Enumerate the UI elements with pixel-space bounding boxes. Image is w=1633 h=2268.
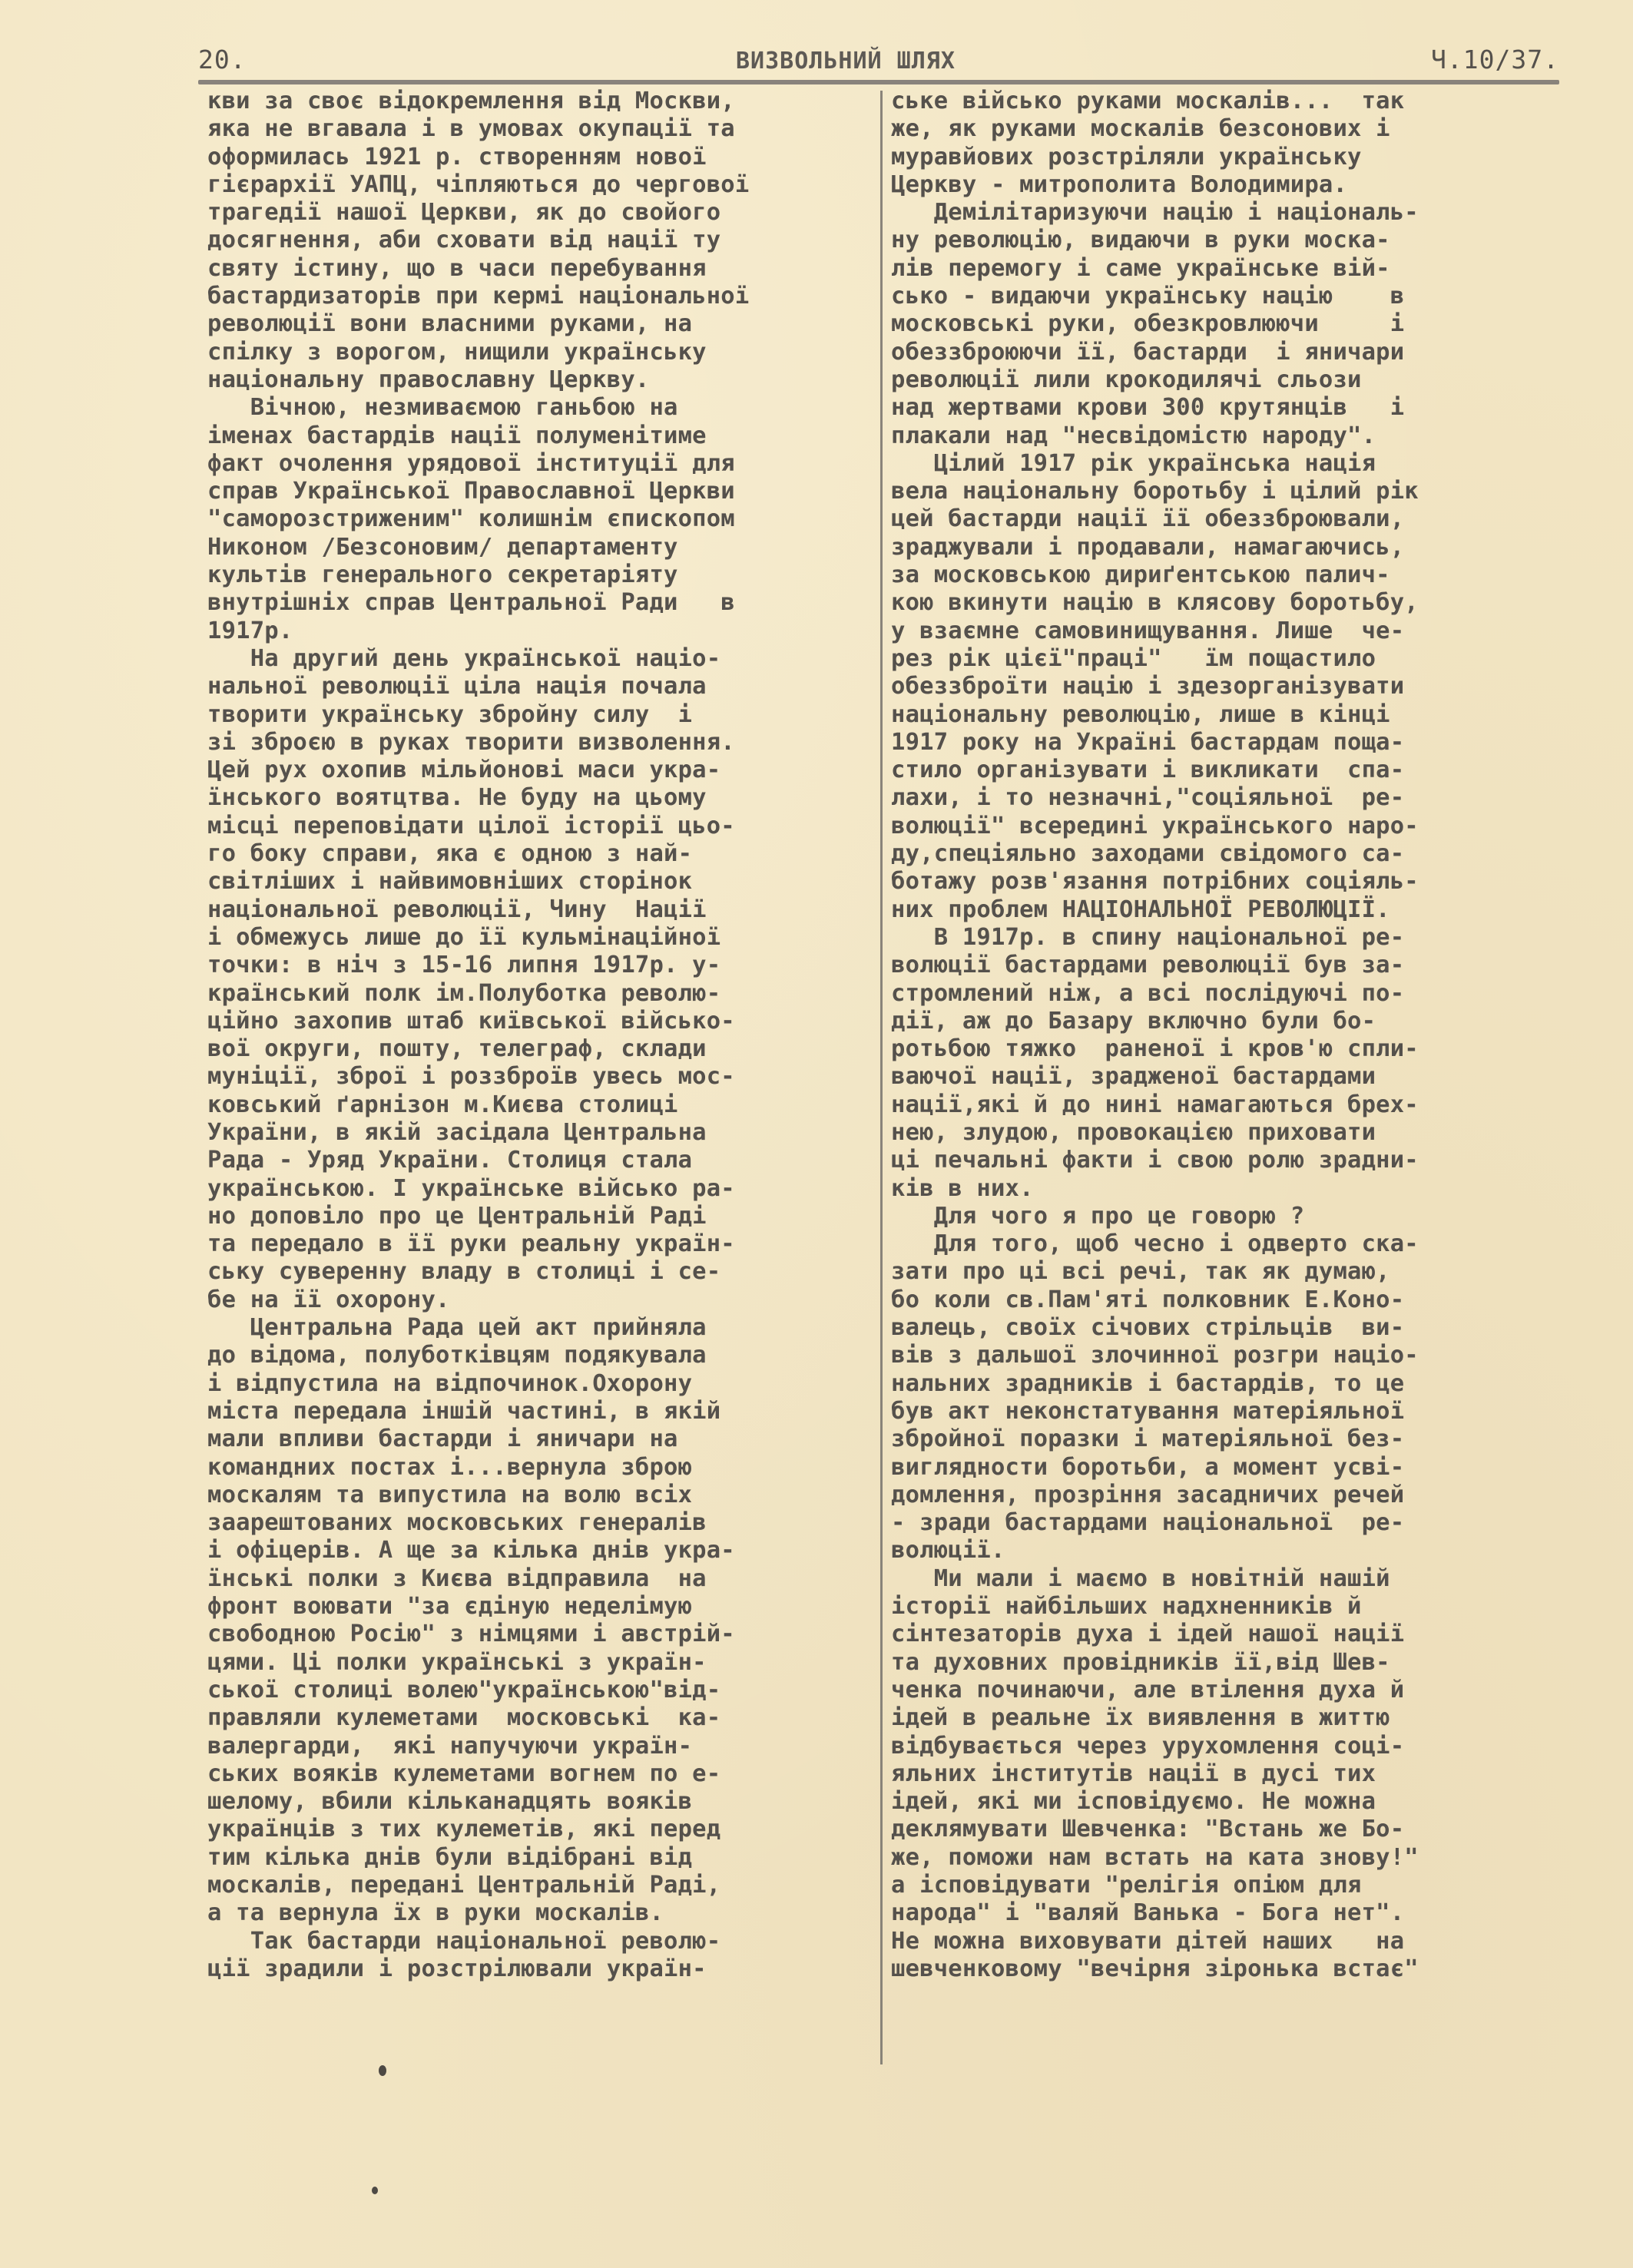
text-line: волюції бастардами революції був за- (891, 952, 1405, 979)
text-line: яка не вгавала і в умовах окупації та (207, 115, 735, 143)
header-rule (198, 80, 1559, 84)
text-line: над жертвами крови 300 крутянців і (891, 394, 1405, 422)
text-line: яльних інститутів нації в дусі тих (891, 1760, 1376, 1787)
text-line: валергарди, які напучуючи україн- (207, 1732, 693, 1760)
text-line: На другий день української націо- (207, 644, 721, 672)
text-line: шевченковому "вечірня зіронька встає" (891, 1955, 1419, 1982)
text-line: командних постах і...вернула зброю (207, 1453, 693, 1481)
ink-spot (379, 2065, 386, 2076)
text-line: справ Української Православної Церкви (207, 478, 735, 505)
text-line: місці переповідати цілої історії цьо- (207, 812, 735, 839)
text-line: вої округи, пошту, телеграф, склади (207, 1035, 707, 1063)
text-line: Так бастарди національної револю- (207, 1927, 721, 1955)
text-line: Для чого я про це говорю ? (891, 1202, 1305, 1230)
text-line: дії, аж до Базару включно були бо- (891, 1007, 1376, 1035)
text-line: національної революції, Чину Нації (207, 896, 707, 923)
text-line: бе на її охорону. (207, 1286, 450, 1313)
text-line: Цей рух охопив мільйонові маси укра- (207, 757, 721, 784)
text-line: народа" і "валяй Ванька - Бога нет". (891, 1899, 1405, 1927)
text-line: святу істину, що в часи перебування (207, 254, 707, 282)
text-line: творити українську збройну силу і (207, 700, 693, 728)
text-line: зати про ці всі речі, так як думаю, (891, 1258, 1390, 1286)
issue-number: Ч.10/37. (1431, 45, 1559, 74)
left-column (207, 88, 876, 1983)
text-line: валець, своїх січових стрільців ви- (891, 1314, 1405, 1342)
text-line: волюції. (891, 1537, 1005, 1564)
text-line: В 1917р. в спину національної ре- (891, 923, 1405, 951)
text-line: же, поможи нам встать на ката знову!" (891, 1843, 1419, 1871)
text-line: же, як руками москалів безсонових і (891, 115, 1390, 143)
text-line: фронт воювати "за єдіную неделімую (207, 1593, 693, 1621)
text-line: Цілий 1917 рік українська нація (891, 449, 1376, 477)
text-line: внутрішніх справ Центральної Ради в (207, 589, 735, 617)
text-line: Рада - Уряд України. Столиця стала (207, 1147, 693, 1174)
text-line: мали впливи бастарди і яничари на (207, 1425, 678, 1453)
text-line: стромлений ніж, а всі послідуючі по- (891, 979, 1405, 1007)
text-line: бо коли св.Пам'яті полковник Е.Коно- (891, 1286, 1405, 1313)
text-line: зі зброєю в руках творити визволення. (207, 728, 735, 756)
text-line: бастардизаторів при кермі національної (207, 283, 750, 310)
page-header (198, 45, 1559, 81)
text-line: ське військо руками москалів... так (891, 88, 1405, 114)
text-line: Ми мали і маємо в новітній нашій (891, 1564, 1390, 1592)
text-line: виглядности боротьби, а момент усві- (891, 1453, 1405, 1481)
text-line: збройної поразки і матеріяльної без- (891, 1425, 1405, 1453)
text-line: був акт неконстатування матеріяльної (891, 1397, 1405, 1425)
text-line: ції зрадили і розстрілювали україн- (207, 1955, 707, 1982)
text-line: ротьбою тяжко раненої і кров'ю спли- (891, 1035, 1419, 1063)
text-line: муравйових розстріляли українську (891, 143, 1362, 171)
text-line: Вічною, незмиваємою ганьбою на (207, 394, 678, 422)
text-line: відбувається через урухомлення соці- (891, 1732, 1405, 1760)
text-line: свободною Росію" з німцями і австрій- (207, 1621, 735, 1648)
text-line: московські руки, обезкровлюючи і (891, 310, 1405, 338)
text-line: оформилась 1921 р. створенням нової (207, 143, 707, 171)
text-line: москалям та випустила на волю всіх (207, 1481, 693, 1508)
text-line: 1917р. (207, 617, 293, 644)
text-line: кви за своє відокремлення від Москви, (207, 88, 735, 114)
text-line: Центральна Рада цей акт прийняла (207, 1314, 707, 1342)
text-line: досягнення, аби сховати від нації ту (207, 227, 721, 254)
page-number: 20. (198, 45, 247, 74)
text-line: ків в них. (891, 1174, 1034, 1202)
text-line: плакали над "несвідомістю народу". (891, 422, 1376, 449)
text-line: ських вояків кулеметами вогнем по е- (207, 1760, 721, 1787)
text-line: москалів, передані Центральній Раді, (207, 1872, 721, 1899)
text-line: України, в якій засідала Центральна (207, 1118, 707, 1146)
text-line: "саморозстриженим" колишнім єпископом (207, 505, 735, 533)
text-line: ської столиці волею"українською"від- (207, 1676, 721, 1703)
text-line: національну революцію, лише в кінці (891, 700, 1390, 728)
text-line: деклямувати Шевченка: "Встань же Бо- (891, 1816, 1405, 1843)
text-line: ботажу розв'язання потрібних соціяль- (891, 868, 1419, 896)
text-line: культів генерального секретаріяту (207, 561, 678, 589)
text-line: ченка починаючи, але втілення духа й (891, 1676, 1405, 1703)
text-line: національну православну Церкву. (207, 366, 650, 393)
text-line: та духовних провідників її,від Шев- (891, 1648, 1390, 1676)
text-line: ідей в реальне їх виявлення в життю (891, 1704, 1390, 1732)
text-line: ційно захопив штаб київської військо- (207, 1007, 735, 1035)
text-line: ду,спеціяльно заходами свідомого са- (891, 840, 1405, 868)
column-separator (880, 91, 883, 2064)
text-line: міста передала іншій частині, в якій (207, 1397, 721, 1425)
text-line: сько - видаючи українську націю в (891, 283, 1405, 310)
text-line: домлення, прозріння засадничих речей (891, 1481, 1405, 1508)
text-line: ці печальні факти і свою ролю зрадни- (891, 1147, 1419, 1174)
text-line: їнського воятцтва. Не буду на цьому (207, 784, 707, 812)
ink-spot (372, 2187, 378, 2194)
text-line: цями. Ці полки українські з україн- (207, 1648, 707, 1676)
text-line: ну революцію, видаючи в руки моска- (891, 227, 1390, 254)
text-line: українців з тих кулеметів, які перед (207, 1816, 721, 1843)
text-line: та передало в її руки реальну україн- (207, 1230, 735, 1258)
text-line: муніції, зброї і роззброїв увесь мос- (207, 1063, 735, 1091)
text-line: факт очолення урядової інституції для (207, 449, 735, 477)
text-line: обеззброюючи її, бастарди і яничари (891, 338, 1405, 366)
text-line: країнський полк ім.Полуботка револю- (207, 979, 721, 1007)
text-line: у взаємне самовинищування. Лише че- (891, 617, 1405, 644)
text-line: сінтезаторів духа і ідей нашої нації (891, 1621, 1405, 1648)
text-line: зраджували і продавали, намагаючись, (891, 533, 1405, 561)
text-line: волюції" всередині українського наро- (891, 812, 1419, 839)
text-line: цей бастарди нації її обеззброювали, (891, 505, 1405, 533)
text-line: гієрархії УАПЦ, чіпляються до чергової (207, 171, 750, 198)
text-line: іменах бастардів нації полуменітиме (207, 422, 707, 449)
text-line: і відпустила на відпочинок.Охорону (207, 1369, 693, 1397)
text-line: но доповіло про це Центральній Раді (207, 1202, 707, 1230)
text-line: ську суверенну владу в столиці і се- (207, 1258, 721, 1286)
text-line: нальних зрадників і бастардів, то це (891, 1369, 1405, 1397)
text-line: лів перемогу і саме українське вій- (891, 254, 1390, 282)
text-line: го боку справи, яка є одною з най- (207, 840, 693, 868)
text-line: Церкву - митрополита Володимира. (891, 171, 1348, 198)
text-line: них проблем НАЦІОНАЛЬНОЇ РЕВОЛЮЦІЇ. (891, 896, 1390, 923)
text-line: - зради бастардами національної ре- (891, 1509, 1405, 1537)
text-line: а ісповідувати "релігія опіюм для (891, 1872, 1362, 1899)
text-line: історії найбільших надхненників й (891, 1593, 1362, 1621)
text-line: 1917 року на Україні бастардам поща- (891, 728, 1405, 756)
text-line: заарештованих московських генералів (207, 1509, 707, 1537)
text-line: правляли кулеметами московські ка- (207, 1704, 721, 1732)
text-line: ваючої нації, зрадженої бастардами (891, 1063, 1376, 1091)
text-line: тим кілька днів були відібрані від (207, 1843, 693, 1871)
text-line: лахи, і то незначні,"соціяльної ре- (891, 784, 1405, 812)
text-line: Демілітаризуючи націю і національ- (891, 199, 1419, 227)
right-column (891, 88, 1559, 1983)
text-line: і офіцерів. А ще за кілька днів укра- (207, 1537, 735, 1564)
text-line: вела національну боротьбу і цілий рік (891, 478, 1419, 505)
text-line: ідей, які ми ісповідуємо. Не можна (891, 1788, 1376, 1816)
text-line: нальної революції ціла нація почала (207, 673, 707, 700)
text-line: до відома, полуботківцям подякувала (207, 1342, 707, 1369)
text-line: спілку з ворогом, нищили українську (207, 338, 707, 366)
text-line: Не можна виховувати дітей наших на (891, 1927, 1405, 1955)
text-line: Никоном /Безсоновим/ департаменту (207, 533, 678, 561)
text-line: Для того, щоб чесно і одверто ска- (891, 1230, 1419, 1258)
text-line: точки: в ніч з 15-16 липня 1917р. у- (207, 952, 721, 979)
text-line: революції лили крокодилячі сльози (891, 366, 1362, 393)
journal-title: ВИЗВОЛЬНИЙ ШЛЯХ (736, 48, 956, 74)
text-line: ковський ґарнізон м.Києва столиці (207, 1091, 678, 1118)
text-line: світліших і найвимовніших сторінок (207, 868, 693, 896)
text-line: українською. І українське військо ра- (207, 1174, 735, 1202)
text-line: обеззброїти націю і здезорганізувати (891, 673, 1405, 700)
text-line: нації,які й до нині намагаються брех- (891, 1091, 1419, 1118)
text-line: і обмежусь лише до її кульмінаційної (207, 923, 721, 951)
text-line: за московською дириґентською палич- (891, 561, 1390, 589)
text-line: трагедії нашої Церкви, як до свойого (207, 199, 721, 227)
text-line: шелому, вбили кільканадцять вояків (207, 1788, 693, 1816)
text-line: а та вернула їх в руки москалів. (207, 1899, 664, 1927)
text-line: революції вони власними руками, на (207, 310, 693, 338)
text-line: їнські полки з Києва відправила на (207, 1564, 707, 1592)
text-line: стило організувати і викликати спа- (891, 757, 1405, 784)
text-line: кою вкинути націю в клясову боротьбу, (891, 589, 1419, 617)
text-line: нею, злудою, провокацією приховати (891, 1118, 1376, 1146)
text-line: вів з дальшої злочинної розгри націо- (891, 1342, 1419, 1369)
text-line: рез рік цієї"праці" їм пощастило (891, 644, 1376, 672)
